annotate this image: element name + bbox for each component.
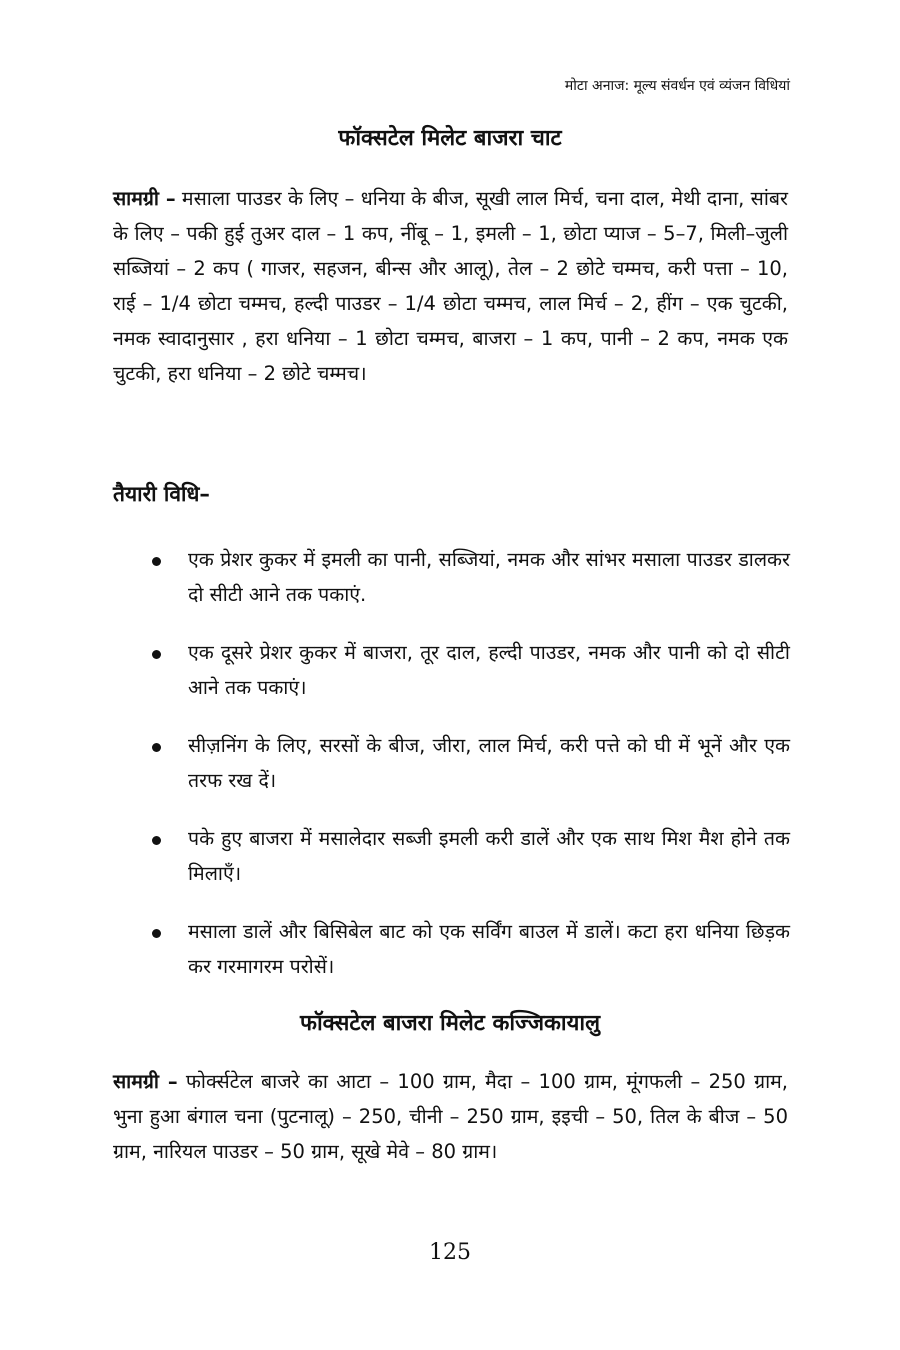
recipe-2-ingredients-label: सामग्री –	[113, 1070, 178, 1093]
bullet-icon	[152, 836, 161, 845]
recipe-1-ingredients	[113, 181, 788, 391]
recipe-1-ingredients-label: सामग्री –	[113, 187, 176, 210]
method-step: एक दूसरे प्रेशर कुकर में बाजरा, तूर दाल, हल्दी पाउडर, नमक और पानी को दो सीटी आने तक पकाएं।	[148, 635, 790, 705]
recipe-1-title: फॉक्सटेल मिलेट बाजरा चाट	[338, 126, 562, 151]
bullet-icon	[152, 557, 161, 566]
method-steps-list	[148, 542, 790, 1007]
method-step: सीज़निंग के लिए, सरसों के बीज, जीरा, लाल मिर्च, करी पत्ते को घी में भूनें और एक तरफ रख दें।	[148, 728, 790, 798]
method-heading: तैयारी विधि–	[113, 482, 210, 506]
bullet-icon	[152, 929, 161, 938]
method-step: एक प्रेशर कुकर में इमली का पानी, सब्जियां, नमक और सांभर मसाला पाउडर डालकर दो सीटी आने तक पकाएं.	[148, 542, 790, 612]
bullet-icon	[152, 650, 161, 659]
recipe-2-ingredients	[113, 1064, 788, 1169]
recipe-2-title: फॉक्सटेल बाजरा मिलेट कज्जिकायालु	[300, 1011, 600, 1036]
recipe-2-ingredients-text: फोर्क्सटेल बाजरे का आटा – 100 ग्राम, मैदा – 100 ग्राम, मूंगफली – 250 ग्राम, भुना हुआ बंगाल चना (पुटनालू) – 250, चीनी – 250 ग्राम, इइची – 50, तिल के बीज – 50 ग्राम, नारियल पाउडर – 50 ग्राम, सूखे मेवे – 80 ग्राम।	[113, 1070, 788, 1163]
running-header: मोटा अनाज: मूल्य संवर्धन एवं व्यंजन विधियां	[564, 78, 790, 94]
method-step: मसाला डालें और बिसिबेल बाट को एक सर्विंग बाउल में डालें। कटा हरा धनिया छिड़क कर गरमागरम परोसें।	[148, 914, 790, 984]
bullet-icon	[152, 743, 161, 752]
page-number: 125	[429, 1240, 471, 1265]
recipe-1-ingredients-text: मसाला पाउडर के लिए – धनिया के बीज, सूखी लाल मिर्च, चना दाल, मेथी दाना, सांबर के लिए – पकी हुई तुअर दाल – 1 कप, नींबू – 1, इमली – 1, छोटा प्याज – 5–7, मिली–जुली सब्जियां – 2 कप ( गाजर, सहजन, बीन्स और आलू), तेल – 2 छोटे चम्मच, करी पत्ता – 10, राई – 1/4 छोटा चम्मच, हल्दी पाउडर – 1/4 छोटा चम्मच, लाल मिर्च – 2, हींग – एक चुटकी, नमक स्वादानुसार , हरा धनिया – 1 छोटा चम्मच, बाजरा – 1 कप, पानी – 2 कप, नमक एक चुटकी, हरा धनिया – 2 छोटे चम्मच।	[113, 187, 789, 385]
method-step: पके हुए बाजरा में मसालेदार सब्जी इमली करी डालें और एक साथ मिश मैश होने तक मिलाएँ।	[148, 821, 790, 891]
